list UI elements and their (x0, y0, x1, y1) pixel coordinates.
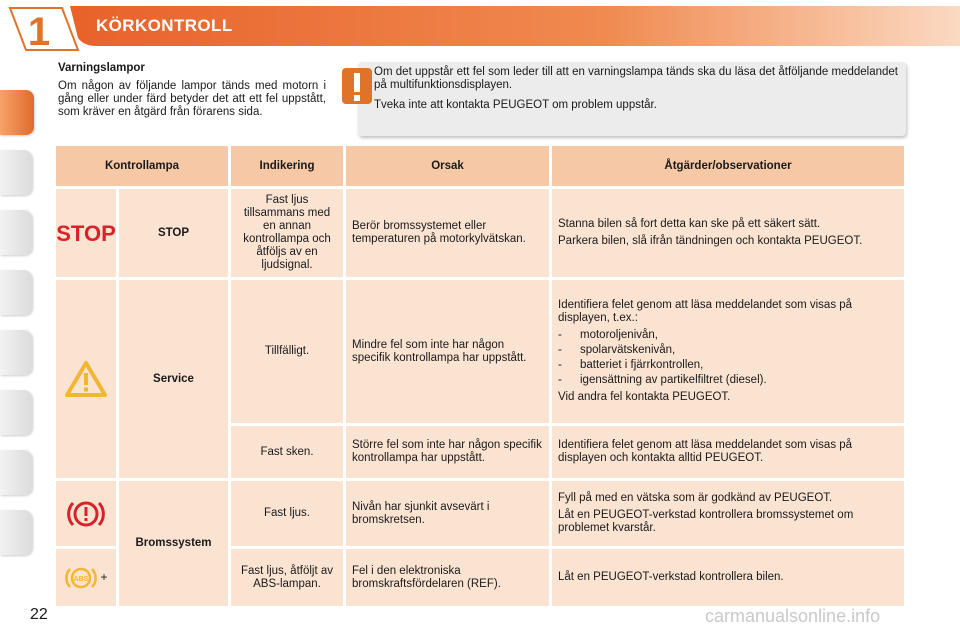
chapter-tab-2[interactable] (0, 150, 32, 195)
brake-actions-1 (552, 481, 904, 546)
service-indication-1: Tillfälligt. (231, 280, 343, 423)
intro-section (58, 62, 326, 119)
service-action-outro: Vid andra fel kontakta PEUGEOT. (558, 391, 731, 403)
warning-paragraph-2: Tveka inte att kontakta PEUGEOT om problem uppstår. (374, 99, 657, 111)
stop-cause: Berör bromssystemet eller temperaturen på motorkylvätskan. (346, 189, 549, 277)
chapter-tab-4[interactable] (0, 270, 32, 315)
page-title: KÖRKONTROLL (96, 16, 233, 35)
brake-action-row2: Låt en PEUGEOT-verkstad kontrollera bilen. (552, 549, 904, 606)
service-action-2: Identifiera felet genom att läsa meddelandet som visas på displayen och kontakta alltid PEUGEOT. (552, 426, 904, 478)
brake-indication-1: Fast ljus. (231, 481, 343, 546)
service-indication-2: Fast sken. (231, 426, 343, 478)
header-indikering: Indikering (231, 146, 343, 186)
exclamation-icon (340, 66, 374, 106)
service-name: Service (119, 280, 228, 478)
list-item: - spolarvätskenivån, (558, 344, 676, 356)
brake-warning-icon (66, 497, 106, 531)
warning-text (374, 66, 898, 119)
warning-paragraph-1: Om det uppstår ett fel som leder till att en varningslampa tänds ska du läsa det åtföljande meddelandet på multifunktionsdisplayen. (374, 66, 898, 91)
list-item: - motoroljenivån, (558, 329, 658, 341)
service-icon-cell (56, 280, 116, 478)
stop-name: STOP (119, 189, 228, 277)
header-kontrollampa: Kontrollampa (56, 146, 228, 186)
stop-icon-cell (56, 189, 116, 277)
brake-indication-2: Fast ljus, åtföljt av ABS-lampan. (231, 549, 343, 606)
service-cause-2: Större fel som inte har någon specifik kontrollampa har uppstått. (346, 426, 549, 478)
header-orsak: Orsak (346, 146, 549, 186)
brake-name: Bromssystem (119, 481, 228, 606)
stop-indication: Fast ljus tillsammans med en annan kontrollampa och åtföljs av en ljudsignal. (231, 189, 343, 277)
stop-actions (552, 189, 904, 277)
stop-icon (56, 221, 116, 246)
warning-triangle-icon (64, 360, 108, 398)
abs-icon (64, 564, 98, 592)
brake-cause-2: Fel i den elektroniska bromskraftsfördelaren (REF). (346, 549, 549, 606)
brake-action-2: Låt en PEUGEOT-verkstad kontrollera bromssystemet om problemet kvarstår. (558, 509, 854, 534)
chapter-tab-1[interactable] (0, 90, 34, 135)
stop-action-1: Stanna bilen så fort detta kan ske på ett säkert sätt. (558, 218, 821, 230)
chapter-tab-5[interactable] (0, 330, 32, 375)
svg-text:ABS: ABS (74, 575, 89, 583)
plus-sign: + (100, 570, 108, 584)
brake-cause-1: Nivån har sjunkit avsevärt i bromskretsen. (346, 481, 549, 546)
chapter-tab-8[interactable] (0, 510, 32, 555)
service-action-intro: Identifiera felet genom att läsa meddelandet som visas på displayen, t.ex.: (558, 299, 853, 324)
chapter-tab-3[interactable] (0, 210, 32, 255)
svg-text:STOP: STOP (56, 221, 116, 246)
stop-action-2: Parkera bilen, slå ifrån tändningen och kontakta PEUGEOT. (558, 235, 863, 247)
intro-body: Om någon av följande lampor tänds med motorn i gång eller under färd betyder det att ett fel uppstått, som kräver en åtgärd från förarens sida. (58, 80, 326, 118)
service-cause-1: Mindre fel som inte har någon specifik kontrollampa har uppstått. (346, 280, 549, 423)
service-actions-1 (552, 280, 904, 423)
chapter-tab-7[interactable] (0, 450, 32, 495)
list-item: - batteriet i fjärrkontrollen, (558, 359, 704, 371)
brake-action-1: Fyll på med en vätska som är godkänd av PEUGEOT. (558, 492, 833, 504)
chapter-number: 1 (27, 10, 51, 54)
chapter-tab-6[interactable] (0, 390, 32, 435)
abs-icon-cell (56, 549, 116, 606)
list-item: - igensättning av partikelfiltret (diesel). (558, 374, 767, 386)
header-atgarder: Åtgärder/observationer (552, 146, 904, 186)
brake-icon-cell (56, 481, 116, 546)
chapter-tabs (0, 64, 34, 574)
service-action-list (558, 327, 767, 389)
watermark: carmanualsonline.info (705, 606, 881, 626)
intro-heading: Varningslampor (58, 62, 145, 74)
page-number: 22 (30, 606, 48, 623)
